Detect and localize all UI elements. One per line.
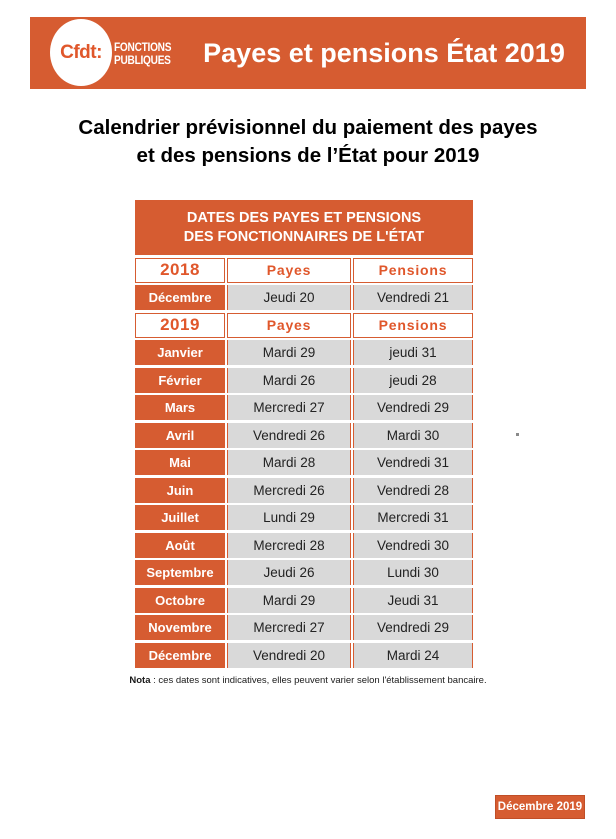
payes-date-cell: Mercredi 28 — [227, 533, 351, 558]
calendar-table — [135, 200, 473, 668]
page-title — [0, 114, 616, 170]
pensions-date-cell: Vendredi 29 — [353, 395, 473, 420]
payes-date-cell: Mardi 29 — [227, 588, 351, 613]
page-artifact-dot — [516, 433, 519, 436]
date-badge: Décembre 2019 — [495, 795, 585, 819]
table-row — [135, 505, 473, 530]
table-row — [135, 560, 473, 585]
logo-subtitle-line1: FONCTIONS — [114, 42, 172, 54]
pensions-header-cell: Pensions — [353, 313, 473, 338]
table-title — [135, 200, 473, 255]
page-title-line1: Calendrier prévisionnel du paiement des payes — [78, 116, 538, 139]
month-cell: Octobre — [135, 588, 225, 613]
pensions-date-cell: Vendredi 21 — [353, 285, 473, 310]
page-title-line2: et des pensions de l’État pour 2019 — [136, 144, 480, 167]
payes-date-cell: Mercredi 26 — [227, 478, 351, 503]
month-cell: Avril — [135, 423, 225, 448]
month-cell: Janvier — [135, 340, 225, 365]
year-cell: 2018 — [135, 258, 225, 283]
payes-date-cell: Jeudi 20 — [227, 285, 351, 310]
payes-date-cell: Lundi 29 — [227, 505, 351, 530]
table-row — [135, 643, 473, 668]
payes-date-cell: Vendredi 20 — [227, 643, 351, 668]
month-cell: Mars — [135, 395, 225, 420]
table-row — [135, 478, 473, 503]
month-cell: Août — [135, 533, 225, 558]
pensions-date-cell: Lundi 30 — [353, 560, 473, 585]
table-row — [135, 615, 473, 640]
payes-date-cell: Vendredi 26 — [227, 423, 351, 448]
table-row — [135, 395, 473, 420]
nota-text — [0, 675, 616, 686]
payes-date-cell: Mardi 26 — [227, 368, 351, 393]
pensions-date-cell: Vendredi 28 — [353, 478, 473, 503]
table-row — [135, 450, 473, 475]
logo-subtitle-line2: PUBLIQUES — [114, 54, 171, 67]
pensions-date-cell: Mardi 30 — [353, 423, 473, 448]
pensions-date-cell: jeudi 31 — [353, 340, 473, 365]
payes-date-cell: Mercredi 27 — [227, 615, 351, 640]
table-row — [135, 368, 473, 393]
nota-body: : ces dates sont indicatives, elles peuvent varier selon l'établissement bancaire. — [150, 675, 487, 686]
table-row — [135, 533, 473, 558]
cfdt-logo-text: Cfdt: — [60, 41, 102, 63]
pensions-date-cell: Vendredi 30 — [353, 533, 473, 558]
month-cell: Février — [135, 368, 225, 393]
payes-date-cell: Mercredi 27 — [227, 395, 351, 420]
pensions-date-cell: Vendredi 29 — [353, 615, 473, 640]
logo-subtitle — [114, 42, 171, 67]
header-band — [30, 17, 586, 89]
payes-header-cell: Payes — [227, 313, 351, 338]
pensions-date-cell: Mardi 24 — [353, 643, 473, 668]
payes-date-cell: Mardi 28 — [227, 450, 351, 475]
cfdt-logo — [50, 19, 112, 86]
year-cell: 2019 — [135, 313, 225, 338]
table-row — [135, 258, 473, 283]
month-cell: Décembre — [135, 285, 225, 310]
table-row — [135, 423, 473, 448]
table-row — [135, 588, 473, 613]
table-body — [135, 258, 473, 668]
month-cell: Juillet — [135, 505, 225, 530]
payes-date-cell: Jeudi 26 — [227, 560, 351, 585]
month-cell: Septembre — [135, 560, 225, 585]
month-cell: Décembre — [135, 643, 225, 668]
pensions-header-cell: Pensions — [353, 258, 473, 283]
month-cell: Novembre — [135, 615, 225, 640]
payes-header-cell: Payes — [227, 258, 351, 283]
pensions-date-cell: Vendredi 31 — [353, 450, 473, 475]
table-row — [135, 340, 473, 365]
month-cell: Juin — [135, 478, 225, 503]
pensions-date-cell: jeudi 28 — [353, 368, 473, 393]
pensions-date-cell: Mercredi 31 — [353, 505, 473, 530]
pensions-date-cell: Jeudi 31 — [353, 588, 473, 613]
table-title-line2: DES FONCTIONNAIRES DE L'ÉTAT — [183, 228, 425, 245]
table-row — [135, 285, 473, 310]
table-row — [135, 313, 473, 338]
nota-label: Nota — [129, 675, 151, 686]
band-title: Payes et pensions État 2019 — [203, 37, 565, 68]
table-title-line1: DATES DES PAYES ET PENSIONS — [186, 210, 422, 226]
month-cell: Mai — [135, 450, 225, 475]
payes-date-cell: Mardi 29 — [227, 340, 351, 365]
